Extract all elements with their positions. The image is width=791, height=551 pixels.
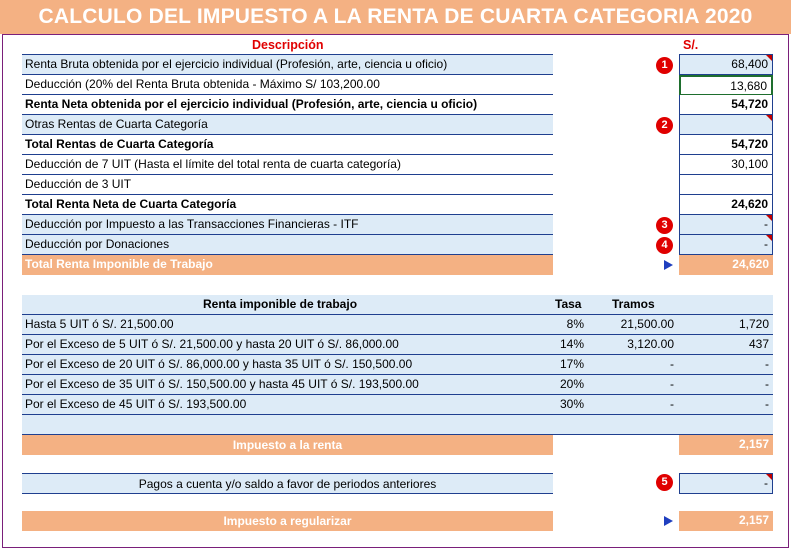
deduccion-3uit-value[interactable] <box>679 175 773 195</box>
table-cell-impuesto[interactable]: - <box>765 357 769 371</box>
donaciones-value[interactable]: - <box>679 235 773 255</box>
comment-indicator-icon <box>766 55 772 61</box>
deduccion-20-value[interactable]: 13,680 <box>679 75 773 96</box>
table-cell-tasa[interactable]: 20% <box>559 377 584 391</box>
table2-header-tasa: Tasa <box>555 297 582 311</box>
comment-indicator-icon <box>766 115 772 121</box>
table-row <box>22 375 773 395</box>
impuesto-regularizar-label: Impuesto a regularizar <box>22 511 553 531</box>
otras-rentas-value[interactable] <box>679 115 773 135</box>
table-row <box>22 335 773 355</box>
impuesto-renta-label: Impuesto a la renta <box>22 435 553 455</box>
comment-indicator-icon <box>766 235 772 241</box>
table-cell-desc: Hasta 5 UIT ó S/. 21,500.00 <box>25 317 174 331</box>
total-renta-imponible-value[interactable]: 24,620 <box>679 255 773 275</box>
row-total-rentas: Total Rentas de Cuarta Categoría <box>22 135 553 155</box>
table-cell-tramos[interactable]: 3,120.00 <box>627 337 674 351</box>
impuesto-regularizar-value[interactable]: 2,157 <box>679 511 773 531</box>
comment-indicator-icon <box>766 215 772 221</box>
table-cell-desc: Por el Exceso de 45 UIT ó S/. 193,500.00 <box>25 397 247 411</box>
itf-value[interactable]: - <box>679 215 773 235</box>
arrow-right-icon <box>664 516 673 526</box>
table-cell-desc: Por el Exceso de 35 UIT ó S/. 150,500.00 y hasta 45 UIT ó S/. 193,500.00 <box>25 377 419 391</box>
deduccion-7uit-value[interactable]: 30,100 <box>679 155 773 175</box>
header-soles: S/. <box>683 38 699 52</box>
row-deduccion-20: Deducción (20% del Renta Bruta obtenida - Máximo S/ 103,200.00 <box>22 75 553 95</box>
table2-header <box>22 295 773 315</box>
header-descripcion: Descripción <box>252 38 324 52</box>
table-cell-impuesto[interactable]: 437 <box>748 337 769 351</box>
pagos-cuenta-value[interactable]: - <box>679 473 773 494</box>
table-cell-impuesto[interactable]: - <box>765 377 769 391</box>
table-cell-desc: Por el Exceso de 20 UIT ó S/. 86,000.00 y hasta 35 UIT ó S/. 150,500.00 <box>25 357 413 371</box>
table-cell-impuesto[interactable]: 1,720 <box>738 317 769 331</box>
row-itf: Deducción por Impuesto a las Transacciones Financieras - ITF <box>22 215 553 235</box>
pagos-cuenta-label: Pagos a cuenta y/o saldo a favor de periodos anteriores <box>22 473 553 494</box>
badge-3: 3 <box>656 217 673 234</box>
row-otras-rentas: Otras Rentas de Cuarta Categoría <box>22 115 553 135</box>
row-deduccion-7uit: Deducción de 7 UIT (Hasta el límite del total renta de cuarta categoría) <box>22 155 553 175</box>
row-renta-bruta: Renta Bruta obtenida por el ejercicio individual (Profesión, arte, ciencia u oficio) <box>22 55 553 75</box>
row-donaciones: Deducción por Donaciones <box>22 235 553 255</box>
table-row-empty <box>22 415 773 435</box>
renta-bruta-value[interactable]: 68,400 <box>679 55 773 75</box>
badge-5: 5 <box>656 474 673 491</box>
table2-header-desc: Renta imponible de trabajo <box>203 297 358 311</box>
row-total-renta-neta: Total Renta Neta de Cuarta Categoría <box>22 195 553 215</box>
table-cell-impuesto[interactable]: - <box>765 397 769 411</box>
table-cell-tramos[interactable]: 21,500.00 <box>620 317 674 331</box>
page-title: CALCULO DEL IMPUESTO A LA RENTA DE CUARTA CATEGORIA 2020 <box>0 0 791 34</box>
badge-2: 2 <box>656 117 673 134</box>
renta-neta-value[interactable]: 54,720 <box>679 95 773 115</box>
row-total-renta-imponible: Total Renta Imponible de Trabajo <box>22 255 553 275</box>
table-cell-tasa[interactable]: 30% <box>559 397 584 411</box>
table-cell-desc: Por el Exceso de 5 UIT ó S/. 21,500.00 y hasta 20 UIT ó S/. 86,000.00 <box>25 337 399 351</box>
row-deduccion-3uit: Deducción de 3 UIT <box>22 175 553 195</box>
impuesto-renta-value[interactable]: 2,157 <box>679 435 773 455</box>
table-cell-tramos[interactable]: - <box>670 377 674 391</box>
badge-1: 1 <box>656 57 673 74</box>
table-cell-tramos[interactable]: - <box>670 397 674 411</box>
row-renta-neta: Renta Neta obtenida por el ejercicio individual (Profesión, arte, ciencia u oficio) <box>22 95 553 115</box>
table-cell-tasa[interactable]: 8% <box>566 317 584 331</box>
total-renta-neta-value[interactable]: 24,620 <box>679 195 773 215</box>
table-cell-tasa[interactable]: 14% <box>559 337 584 351</box>
total-rentas-value[interactable]: 54,720 <box>679 135 773 155</box>
arrow-right-icon <box>664 260 673 270</box>
table-row <box>22 315 773 335</box>
table-cell-tramos[interactable]: - <box>670 357 674 371</box>
table-row <box>22 395 773 415</box>
table-cell-tasa[interactable]: 17% <box>559 357 584 371</box>
comment-indicator-icon <box>766 474 772 480</box>
table-row <box>22 355 773 375</box>
table2-header-tramos: Tramos <box>612 297 655 311</box>
badge-4: 4 <box>656 237 673 254</box>
